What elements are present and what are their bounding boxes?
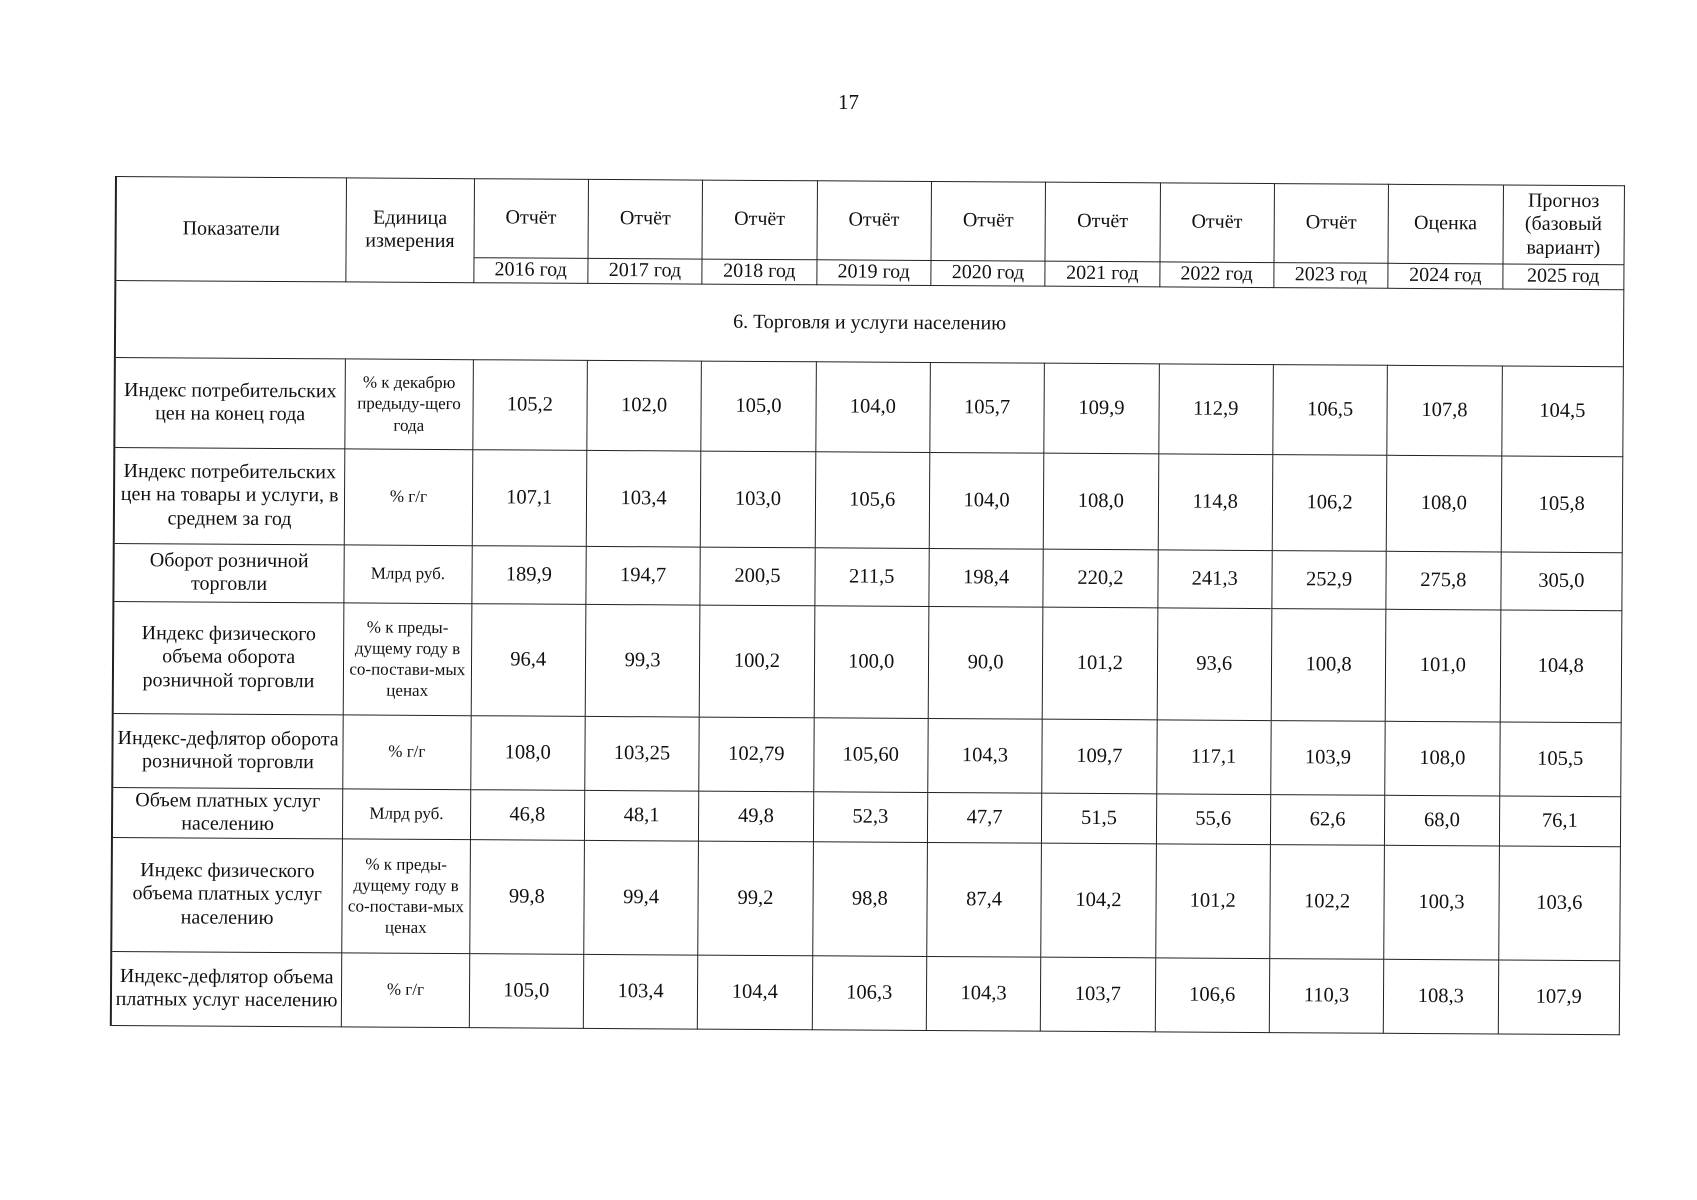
row-value: 46,8 — [470, 789, 585, 840]
row-value: 104,0 — [815, 361, 930, 452]
row-value: 114,8 — [1158, 453, 1273, 550]
row-value: 102,2 — [1270, 844, 1385, 959]
row-unit: Млрд руб. — [343, 788, 471, 839]
row-indicator: Индекс физического объема платных услуг населению — [111, 837, 342, 952]
row-value: 106,5 — [1273, 364, 1388, 455]
table-row — [112, 787, 1621, 846]
row-value: 109,9 — [1044, 363, 1159, 454]
row-indicator: Объем платных услуг населению — [112, 787, 343, 838]
row-indicator: Индекс потребительских цен на товары и услуги, в среднем за год — [114, 447, 345, 544]
table-row — [114, 357, 1623, 456]
row-value: 275,8 — [1386, 551, 1501, 610]
section-row — [115, 280, 1624, 366]
row-value: 106,2 — [1272, 454, 1387, 551]
row-value: 106,6 — [1155, 957, 1270, 1032]
row-value: 200,5 — [700, 547, 815, 606]
header-kind: Отчёт — [931, 181, 1046, 261]
row-value: 107,9 — [1498, 960, 1620, 1035]
row-value: 102,0 — [587, 360, 702, 451]
row-value: 108,0 — [1385, 721, 1500, 796]
row-value: 103,0 — [700, 451, 815, 548]
row-value: 189,9 — [471, 545, 586, 604]
row-value: 47,7 — [927, 792, 1042, 843]
row-value: 101,0 — [1385, 609, 1500, 722]
header-unit: Единица измерения — [346, 178, 474, 282]
data-table-container — [110, 176, 1625, 1035]
row-value: 105,2 — [472, 359, 587, 450]
row-unit: % к преды-дущему году в со-постави-мых ценах — [342, 838, 470, 953]
row-unit: % к декабрю предыду-щего года — [345, 359, 473, 450]
table-body — [111, 280, 1624, 1034]
row-value: 103,25 — [585, 716, 700, 791]
header-year: 2021 год — [1045, 261, 1159, 286]
row-value: 101,2 — [1155, 843, 1270, 958]
row-value: 100,3 — [1384, 845, 1499, 960]
row-value: 194,7 — [586, 546, 701, 605]
row-value: 98,8 — [812, 841, 927, 956]
row-value: 49,8 — [699, 791, 814, 842]
table-row — [114, 447, 1623, 552]
header-year: 2019 год — [816, 260, 930, 285]
table-row — [111, 837, 1620, 960]
header-year: 2018 год — [702, 259, 816, 284]
row-value: 48,1 — [584, 790, 699, 841]
header-year: 2017 год — [588, 258, 702, 283]
header-kind: Отчёт — [1160, 183, 1275, 263]
row-value: 220,2 — [1043, 549, 1158, 608]
row-value: 117,1 — [1156, 719, 1271, 794]
row-value: 99,2 — [698, 841, 813, 956]
row-value: 102,79 — [699, 717, 814, 792]
row-value: 107,8 — [1387, 365, 1502, 456]
row-value: 103,4 — [586, 450, 701, 547]
header-kind: Прогноз (базовый вариант) — [1503, 185, 1625, 265]
row-value: 52,3 — [813, 791, 928, 842]
row-unit: % к преды-дущему году в со-постави-мых ценах — [343, 603, 471, 716]
row-value: 110,3 — [1269, 958, 1384, 1033]
row-value: 76,1 — [1499, 796, 1621, 847]
row-value: 108,3 — [1383, 959, 1498, 1034]
row-value: 252,9 — [1272, 550, 1387, 609]
row-value: 100,8 — [1271, 608, 1386, 721]
row-value: 104,4 — [698, 955, 813, 1030]
page-number: 17 — [838, 90, 859, 114]
table-row — [113, 601, 1622, 722]
header-year: 2024 год — [1388, 263, 1502, 288]
row-value: 104,3 — [928, 718, 1043, 793]
row-indicator: Индекс-дефлятор оборота розничной торговли — [112, 713, 343, 788]
row-value: 198,4 — [929, 548, 1044, 607]
header-kind: Отчёт — [474, 179, 589, 259]
row-value: 100,2 — [699, 605, 814, 718]
header-year: 2025 год — [1502, 264, 1624, 289]
row-value: 99,8 — [469, 839, 584, 954]
row-value: 99,3 — [585, 604, 700, 717]
row-value: 51,5 — [1042, 793, 1157, 844]
row-indicator: Оборот розничной торговли — [113, 543, 344, 602]
table-row — [112, 713, 1621, 796]
header-kind: Отчёт — [702, 180, 817, 260]
header-year: 2023 год — [1274, 263, 1388, 288]
header-kind: Отчёт — [1274, 184, 1389, 264]
table-row — [113, 543, 1622, 610]
row-value: 305,0 — [1500, 552, 1622, 611]
row-value: 103,6 — [1498, 846, 1620, 961]
row-value: 112,9 — [1158, 363, 1273, 454]
row-value: 104,8 — [1500, 610, 1622, 723]
row-value: 107,1 — [472, 449, 587, 546]
row-value: 105,6 — [815, 451, 930, 548]
header-row-kind — [116, 177, 1625, 265]
header-year: 2022 год — [1159, 262, 1273, 287]
row-value: 108,0 — [1386, 455, 1501, 552]
row-value: 105,0 — [469, 953, 584, 1028]
header-kind: Отчёт — [817, 181, 932, 261]
header-year: 2016 год — [473, 258, 587, 283]
row-value: 241,3 — [1157, 549, 1272, 608]
row-value: 87,4 — [927, 842, 1042, 957]
row-value: 103,9 — [1271, 720, 1386, 795]
row-indicator: Индекс-дефлятор объема платных услуг населению — [111, 951, 342, 1026]
header-kind: Оценка — [1388, 184, 1503, 264]
row-value: 108,0 — [470, 715, 585, 790]
table-row — [111, 951, 1620, 1034]
row-value: 104,3 — [926, 956, 1041, 1031]
row-unit: % г/г — [341, 952, 469, 1027]
row-value: 104,5 — [1501, 366, 1623, 457]
row-value: 105,8 — [1501, 456, 1623, 553]
row-value: 68,0 — [1385, 795, 1500, 846]
row-value: 100,0 — [814, 605, 929, 718]
data-table — [110, 176, 1625, 1035]
row-unit: Млрд руб. — [344, 545, 472, 604]
row-value: 103,7 — [1040, 957, 1155, 1032]
row-value: 96,4 — [471, 603, 586, 716]
row-value: 105,7 — [930, 362, 1045, 453]
row-value: 211,5 — [814, 547, 929, 606]
row-indicator: Индекс физического объема оборота розничной торговли — [113, 601, 344, 714]
header-kind: Отчёт — [1045, 182, 1160, 262]
row-value: 104,0 — [929, 452, 1044, 549]
row-value: 108,0 — [1043, 453, 1158, 550]
row-value: 105,5 — [1499, 722, 1621, 797]
row-indicator: Индекс потребительских цен на конец года — [114, 357, 345, 448]
row-value: 105,0 — [701, 361, 816, 452]
header-indicator: Показатели — [115, 177, 346, 282]
row-unit: % г/г — [343, 714, 471, 789]
row-value: 105,60 — [813, 717, 928, 792]
header-kind: Отчёт — [588, 179, 703, 259]
row-value: 99,4 — [584, 840, 699, 955]
row-value: 104,2 — [1041, 843, 1156, 958]
row-value: 55,6 — [1156, 793, 1271, 844]
row-value: 90,0 — [928, 606, 1043, 719]
row-value: 93,6 — [1157, 607, 1272, 720]
header-year: 2020 год — [931, 260, 1045, 285]
row-unit: % г/г — [344, 449, 472, 546]
row-value: 109,7 — [1042, 719, 1157, 794]
row-value: 101,2 — [1042, 607, 1157, 720]
section-title: 6. Торговля и услуги населению — [115, 280, 1624, 366]
row-value: 62,6 — [1270, 794, 1385, 845]
row-value: 103,4 — [583, 954, 698, 1029]
row-value: 106,3 — [812, 955, 927, 1030]
